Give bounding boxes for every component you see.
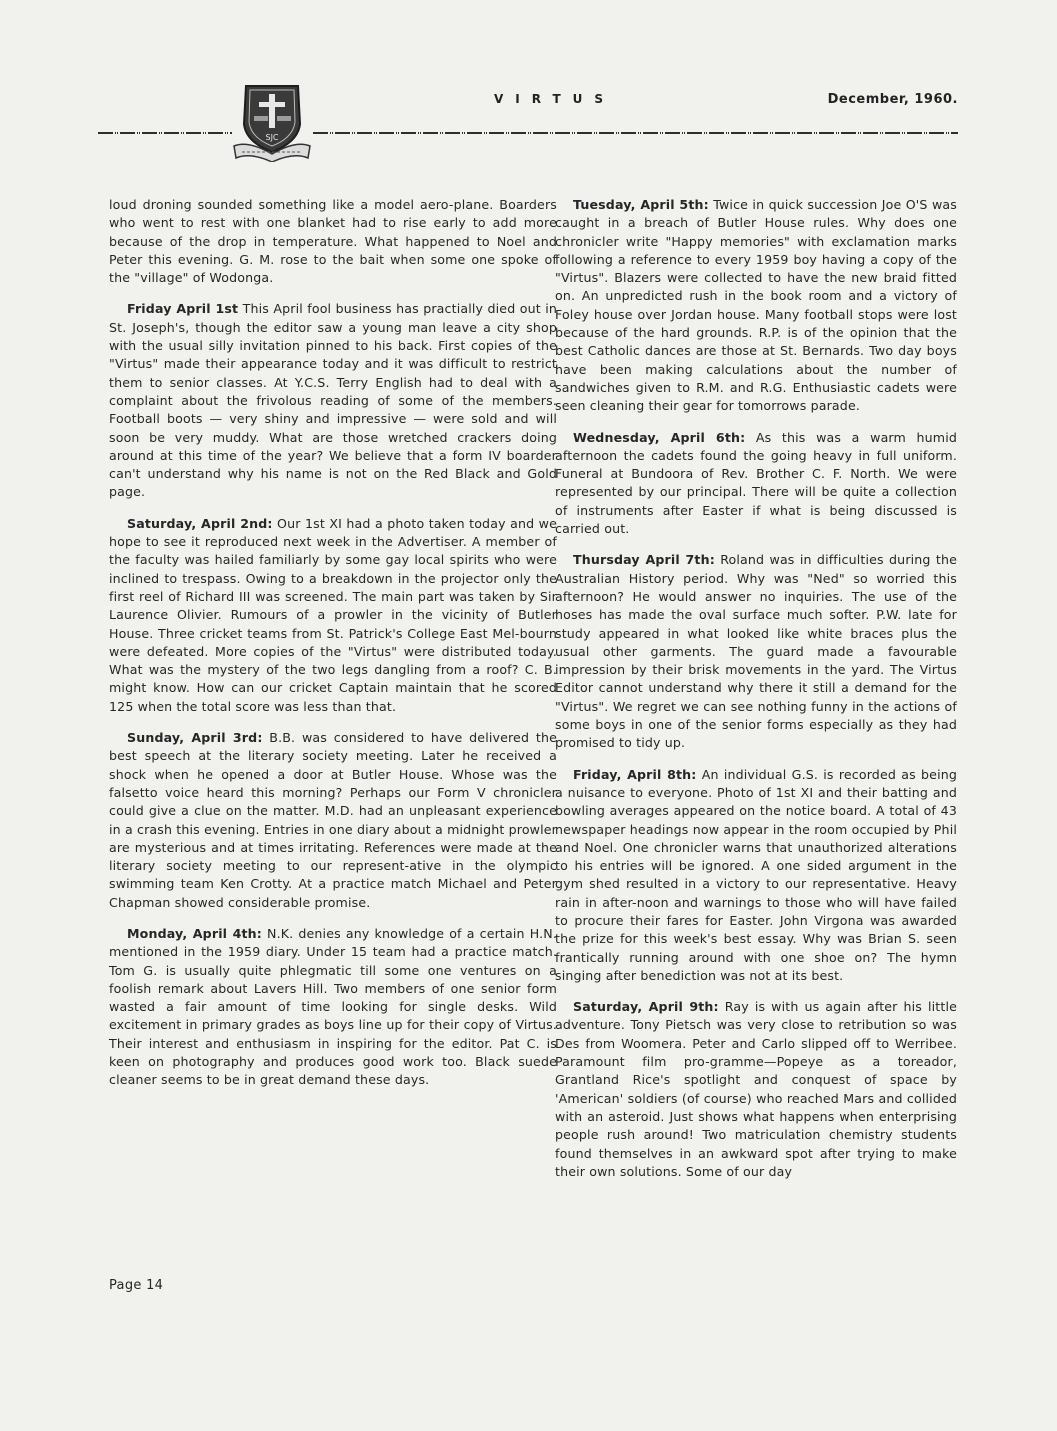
entry-text: An individual G.S. is recorded as being a nuisance to everyone. Photo of 1st XI and their batting and bowling averages appeared on the notice board. A total of 43 newspaper headings now appear in the room occupied by Phil and Noel. One chronicler warns that unauthorized alterations to his entries will be ignored. A one sided argument in the gym shed resulted in a victory to our representative. Heavy rain in after-noon and warnings to those who will have failed to procure their fares for Easter. John Virgona was awarded the prize for this week's best essay. Why was Brian S. seen frantically running around with one shoe on? The hymn singing after benediction was not at its best. (555, 766, 957, 983)
entry-text: N.K. denies any knowledge of a certain H.N. mentioned in the 1959 diary. Under 15 team had a practice match. Tom G. is usually quite phlegmatic till some one ventures on a foolish remark about Lavers Hill. Two members of one senior form wasted a fair amount of time looking for single desks. Wild excitement in primary grades as boys line up for their copy of Virtus. Their interest and enthusiasm in inspiring for the editor. Pat C. is keen on photography and produces good work too. Black suede cleaner seems to be in great demand these days. (109, 925, 557, 1088)
diary-entry (555, 196, 957, 416)
right-column (555, 196, 957, 1194)
diary-entry (109, 196, 557, 287)
diary-entry (109, 729, 557, 912)
school-crest-icon (228, 80, 316, 162)
entry-text: As this was a warm humid afternoon the cadets found the going heavy in full uniform. Funeral at Bundoora of Rev. Brother C. F. North. We were represented by our principal. There will be quite a collection of instruments after Easter if what is being discussed is carried out. (555, 429, 958, 537)
masthead-rule-left (98, 130, 232, 135)
entry-date-heading: Friday April 1st (127, 301, 239, 317)
diary-entry (109, 515, 557, 716)
masthead-date: December, 1960. (827, 92, 958, 107)
left-column (109, 196, 557, 1103)
diary-entry (555, 998, 957, 1181)
diary-entry (109, 300, 557, 501)
diary-entry (109, 925, 557, 1090)
entry-text: Roland was in difficulties during the Australian History period. Why was "Ned" so worried this afternoon? He would answer no inquiries. The use of the hoses has made the oval surface much softer. P.W. late for study appeared in what looked like white braces plus the usual other garments. The guard made a favourable impression by their brisk movements in the yard. The Virtus Editor cannot understand why there it still a demand for the "Virtus". We regret we can see nothing funny in the actions of some boys in one of the senior forms especially as they had promised to tidy up. (555, 552, 957, 751)
entry-text: B.B. was considered to have delivered the best speech at the literary society meeting. Later he received a shock when he opened a door at Butler House. Whose was the falsetto voice heard this morning? Perhaps our Form V chronicler could give a clue on the matter. M.D. had an unpleasant experience in a crash this evening. Entries in one diary about a midnight prowler are mysterious and at times irritating. References were made at the literary society meeting to our represent-ative in the olympic swimming team Ken Crotty. At a practice match Michael and Peter Chapman showed considerable promise. (109, 730, 557, 910)
masthead-title: VIRTUS (494, 92, 616, 106)
entry-text: This April fool business has practially died out in St. Joseph's, though the editor saw a young man leave a city shop with the usual silly invitation pinned to his back. First copies of the "Virtus" made their appearance today and it was difficult to restrict them to senior classes. At Y.C.S. Terry English had to deal with a complaint about the frivolous reading of some of the members. Football boots — very shiny and impressive — were sold and will soon be very muddy. What are those wretched crackers doing around at this time of the year? We believe that a form IV boarder can't understand why his name is not on the Red Black and Gold page. (109, 301, 557, 500)
entry-date-heading: Sunday, April 3rd: (127, 730, 263, 746)
entry-date-heading: Saturday, April 2nd: (127, 515, 273, 531)
entry-date-heading: Saturday, April 9th: (573, 999, 719, 1015)
entry-date-heading: Monday, April 4th: (127, 925, 262, 941)
entry-text: Ray is with us again after his little adventure. Tony Pietsch was very close to retribution so was Des from Woomera. Peter and Carlo slipped off to Werribee. Paramount film pro-gramme—Popeye as a toreador, Grantland Rice's spotlight and conquest of space by 'American' soldiers (of course) who reached Mars and collided with an asteroid. Just shows what happens when enterprising people rush around! Two matriculation chemistry students found themselves in an awkward spot after trying to make their own solutions. Some of our day (555, 999, 957, 1179)
masthead-rule-right (313, 130, 958, 135)
diary-entry (555, 766, 957, 986)
crest-initials: SJC (265, 133, 279, 142)
entry-text: Our 1st XI had a photo taken today and we hope to see it reproduced next week in the Advertiser. A member of the faculty was hailed familiarly by some gay local spirits who were inclined to trespass. Owing to a breakdown in the projector only the first reel of Richard III was screened. The main part was taken by Sir Laurence Olivier. Rumours of a prowler in the vicinity of Butler House. Three cricket teams from St. Patrick's College East Mel-bourn were defeated. More copies of the "Virtus" were distributed today. What was the mystery of the two legs dangling from a roof? C. B. might know. How can our cricket Captain maintain that he scored 125 when the total score was less than that. (109, 515, 557, 714)
masthead (0, 0, 1057, 180)
diary-entry (555, 429, 957, 539)
entry-date-heading: Tuesday, April 5th: (573, 197, 709, 212)
diary-entry (555, 551, 957, 752)
entry-date-heading: Thursday April 7th: (573, 552, 715, 568)
entry-date-heading: Friday, April 8th: (573, 766, 697, 782)
entry-text: Twice in quick succession Joe O'S was caught in a breach of Butler House rules. Why does one chronicler write "Happy memories" with exclamation marks following a reference to every 1959 boy having a copy of the "Virtus". Blazers were collected to have the new braid fitted on. An unpredicted rush in the book room and a victory of Foley house over Jordan house. Many football stops were lost because of the hard grounds. R.P. is of the opinion that the best Catholic dances are those at St. Bernards. Two day boys have been making calculations about the number of sandwiches given to R.M. and R.G. Enthusiastic cadets were seen cleaning their gear for tomorrows parade. (555, 197, 957, 414)
entry-date-heading: Wednesday, April 6th: (573, 429, 746, 445)
page-number: Page 14 (109, 1278, 164, 1293)
entry-text: loud droning sounded something like a model aero-plane. Boarders who went to rest with one blanket had to rise early to add more because of the drop in temperature. What happened to Noel and Peter this evening. G. M. rose to the bait when some one spoke of the "village" of Wodonga. (109, 197, 557, 286)
